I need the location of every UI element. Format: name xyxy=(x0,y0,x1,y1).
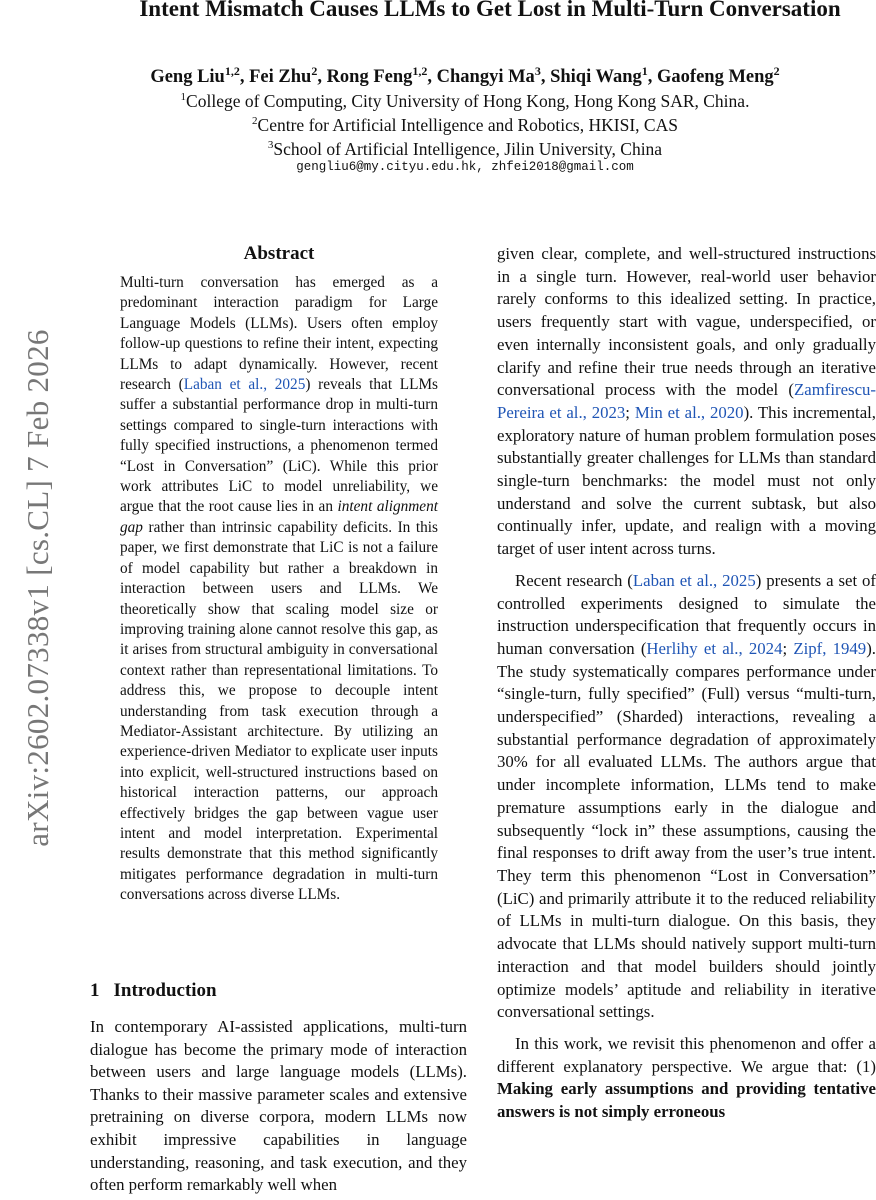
citation-link[interactable]: Laban et al., 2025 xyxy=(183,376,306,394)
author-affil-sup: 3 xyxy=(534,64,541,78)
affiliation-text: College of Computing, City University of Hong Kong, Hong Kong SAR, China. xyxy=(186,90,750,111)
arxiv-sidebar-stamp: arXiv:2602.07338v1 [cs.CL] 7 Feb 2026 xyxy=(20,329,55,847)
citation-link[interactable]: Min et al., 2020 xyxy=(634,402,744,422)
citation-link[interactable]: Zipf, 1949 xyxy=(793,638,867,658)
author-affil-sup: 1 xyxy=(641,64,648,78)
author-name: Fei Zhu xyxy=(249,67,312,88)
section-heading-introduction xyxy=(90,979,217,1003)
author-affil-sup: 2 xyxy=(311,64,318,78)
body-text: ; xyxy=(782,638,794,658)
body-bold-text: Making early assumptions and providing tentative answers is not simply erroneous xyxy=(497,1079,876,1122)
intro-paragraph-3 xyxy=(497,1033,876,1124)
affiliation-sup: 1 xyxy=(180,91,187,103)
abstract-text: rather than intrinsic capability deficits. In this paper, we first demonstrate that LiC is not a failure of model capability but rather a breakdown in interaction between users and LLMs. We theoretically show that scaling model size or improving training alone cannot resolve this gap, as it arises from structural ambiguity in conversational context rather than representational limitations. To address this, we propose to decouple intent understanding from task execution through a Mediator-Assistant architecture. By utilizing an experience-driven Mediator to explicate user inputs into explicit, well-structured instructions based on historical interaction patterns, our approach effectively bridges the gap between vague user intent and model interpretation. Experimental results demonstrate that this method significantly mitigates performance degradation in multi-turn conversations across diverse LLMs. xyxy=(120,518,438,904)
section-number: 1 xyxy=(90,980,100,1001)
citation-link[interactable]: Zamfirescu-Pereira et al., 2023 xyxy=(497,380,876,422)
author-name: Shiqi Wang xyxy=(550,67,642,88)
citation-link[interactable]: Herlihy et al., 2024 xyxy=(646,638,783,658)
author-affil-sup: 1,2 xyxy=(412,64,428,78)
affiliation-text: Centre for Artificial Intelligence and Robotics, HKISI, CAS xyxy=(257,114,678,135)
author-list: Geng Liu$^{1,2}$, Fei Zhu$^2$, Rong Feng$^{1,2}$, Changyi Ma$^3$, Shiqi Wang$^1$, Gaofeng Meng$^2$ xyxy=(150,64,780,88)
author-name: Rong Feng xyxy=(326,67,413,88)
abstract-text: Multi-turn conversation has emerged as a predominant interaction paradigm for Large Language Models (LLMs). Users often employ follow-up questions to refine their intent, expecting LLMs to adapt dynamically. However, recent research ( xyxy=(120,274,438,394)
section-title: Introduction xyxy=(113,980,217,1001)
intro-paragraph-2 xyxy=(497,570,876,1024)
author-name: Geng Liu xyxy=(150,67,225,88)
affiliation-sup: 3 xyxy=(267,139,274,151)
author-emails: gengliu6@my.cityu.edu.hk, zhfei2018@gmail.com xyxy=(296,160,634,174)
affiliation-sup: 2 xyxy=(252,115,258,127)
affiliation-text: School of Artificial Intelligence, Jilin University, China xyxy=(273,138,663,159)
author-name: Gaofeng Meng xyxy=(657,67,774,88)
body-text: In this work, we revisit this phenomenon and offer a different explanatory perspective. We argue that: (1) xyxy=(497,1033,876,1076)
intro-paragraph-1-continued xyxy=(497,243,876,561)
paper-title: Intent Mismatch Causes LLMs to Get Lost in Multi-Turn Conversation xyxy=(139,0,841,21)
citation-link[interactable]: Laban et al., 2025 xyxy=(632,570,756,590)
author-name: Changyi Ma xyxy=(436,67,535,88)
right-column xyxy=(497,243,876,1200)
body-text: given clear, complete, and well-structured instructions in a single turn. However, real-world user behavior rarely conforms to this idealized setting. In practice, users frequently start with vague, underspecified, or even internally inconsistent goals, and only gradually clarify and refine their true needs through an iterative conversational process with the model ( xyxy=(497,244,876,400)
body-text: ; xyxy=(625,402,635,422)
intro-paragraph-1: In contemporary AI-assisted applications, multi-turn dialogue has become the primary mode of interaction between users and large language models (LLMs). Thanks to their massive parameter scales and extensive pretraining on diverse corpora, modern LLMs now exhibit impressive capabilities in language understanding, reasoning, and task execution, and they often perform remarkably well when xyxy=(90,1017,467,1195)
abstract-body xyxy=(120,273,438,906)
body-text: Recent research ( xyxy=(515,570,633,590)
body-text: ). The study systematically compares performance under “single-turn, fully specified” (Full) versus “multi-turn, underspecified” (Sharded) interactions, revealing a substantial performance degradation of approximately 30% for all evaluated LLMs. The authors argue that under incomplete information, LLMs tend to make premature assumptions early in the dialogue and subsequently “lock in” these assumptions, causing the final responses to drift away from the user’s true intent. They term this phenomenon “Lost in Conversation” (LiC) and primarily attribute it to the reduced reliability of LLMs in multi-turn dialogue. On this basis, they advocate that LLMs should natively support multi-turn interaction and that model builders should jointly optimize models’ aptitude and reliability in iterative conversational settings. xyxy=(497,638,876,1022)
author-affil-sup: 2 xyxy=(773,64,780,78)
affiliation-3 xyxy=(60,133,870,161)
abstract-text: ) reveals that LLMs suffer a substantial performance drop in multi-turn settings compared to single-turn interactions with fully specified instructions, a phenomenon termed “Lost in Conversation” (LiC). While this prior work attributes LiC to model unreliability, we argue that the root cause lies in an xyxy=(120,376,438,516)
author-affil-sup: 1,2 xyxy=(224,64,240,78)
abstract-emphasis: intent alignment gap xyxy=(120,498,438,536)
abstract-heading: Abstract xyxy=(243,243,315,264)
body-text: ) presents a set of controlled experiments designed to simulate the instruction underspecification that frequently occurs in human conversation ( xyxy=(497,570,876,658)
body-text: ). This incremental, exploratory nature of human problem formulation poses substantially greater challenges for LLMs than standard single-turn benchmarks: the model must not only understand and solve the current subtask, but also continually infer, update, and realign with a moving target of user intent across turns. xyxy=(497,402,876,559)
